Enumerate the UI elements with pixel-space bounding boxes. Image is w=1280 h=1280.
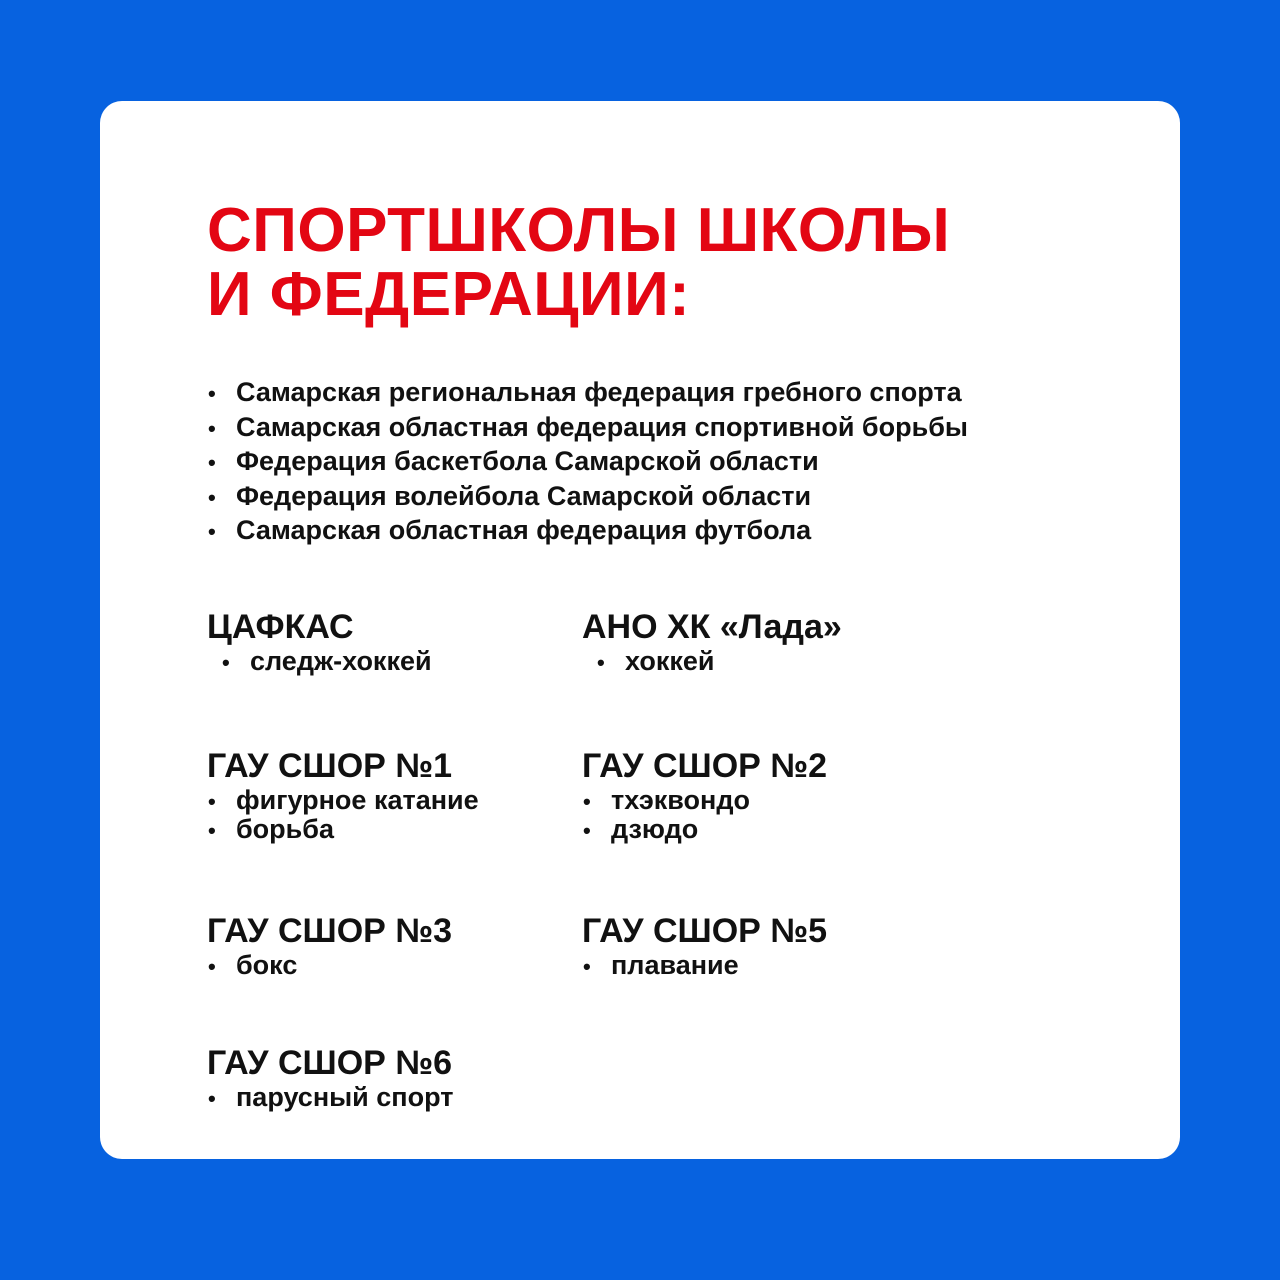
bullet-icon: • bbox=[583, 789, 591, 814]
school-block bbox=[207, 1043, 453, 1112]
school-block bbox=[207, 746, 479, 844]
sports-list bbox=[207, 786, 479, 844]
school-block bbox=[582, 607, 842, 676]
list-item bbox=[207, 1083, 453, 1112]
federation-label: Самарская областная федерация футбола bbox=[236, 515, 812, 545]
sports-list bbox=[207, 647, 432, 676]
title-line-2: И ФЕДЕРАЦИИ: bbox=[207, 260, 691, 329]
list-item bbox=[582, 951, 827, 980]
sport-label: хоккей bbox=[625, 646, 715, 676]
bullet-icon: • bbox=[208, 818, 216, 843]
page-title bbox=[207, 196, 951, 329]
bullet-icon: • bbox=[208, 519, 216, 544]
sport-label: дзюдо bbox=[611, 814, 699, 844]
federation-label: Федерация баскетбола Самарской области bbox=[236, 446, 819, 476]
federation-label: Самарская областная федерация спортивной борьбы bbox=[236, 411, 968, 442]
sport-label: тхэквондо bbox=[611, 785, 750, 815]
bullet-icon: • bbox=[208, 1086, 216, 1111]
school-name: ГАУ СШОР №2 bbox=[582, 747, 828, 785]
school-block bbox=[207, 911, 452, 980]
bullet-icon: • bbox=[208, 381, 216, 406]
sports-list bbox=[582, 647, 842, 676]
list-item bbox=[207, 410, 968, 445]
school-block bbox=[582, 746, 827, 844]
title-line-1: СПОРТШКОЛЫ ШКОЛЫ bbox=[207, 196, 951, 265]
school-name: ЦАФКАС bbox=[207, 608, 354, 646]
federation-label: Федерация волейбола Самарской области bbox=[236, 480, 812, 511]
bullet-icon: • bbox=[208, 954, 216, 979]
list-item bbox=[207, 513, 968, 548]
bullet-icon: • bbox=[583, 954, 591, 979]
bullet-icon: • bbox=[597, 650, 605, 675]
list-item bbox=[207, 479, 968, 514]
sports-list bbox=[582, 786, 827, 844]
sport-label: борьба bbox=[236, 814, 334, 844]
federations-list bbox=[207, 375, 968, 548]
bullet-icon: • bbox=[208, 789, 216, 814]
list-item bbox=[207, 647, 432, 676]
sport-label: плавание bbox=[611, 950, 739, 980]
school-block bbox=[582, 911, 827, 980]
school-name: ГАУ СШОР №6 bbox=[207, 1044, 453, 1082]
list-item bbox=[207, 815, 479, 844]
bullet-icon: • bbox=[208, 484, 216, 510]
school-name: ГАУ СШОР №5 bbox=[582, 912, 828, 950]
federation-label: Самарская региональная федерация гребного спорта bbox=[236, 377, 962, 407]
list-item bbox=[207, 951, 452, 980]
school-block bbox=[207, 607, 432, 676]
school-name: ГАУ СШОР №3 bbox=[207, 912, 453, 950]
sport-label: следж-хоккей bbox=[250, 646, 432, 676]
school-name: АНО ХК «Лада» bbox=[582, 608, 842, 646]
sports-list bbox=[582, 951, 827, 980]
sports-list bbox=[207, 1083, 453, 1112]
sport-label: бокс bbox=[236, 950, 298, 980]
list-item bbox=[582, 815, 827, 844]
list-item bbox=[582, 786, 827, 815]
bullet-icon: • bbox=[208, 450, 216, 475]
bullet-icon: • bbox=[208, 415, 216, 441]
school-name: ГАУ СШОР №1 bbox=[207, 747, 453, 785]
sport-label: фигурное катание bbox=[236, 785, 479, 815]
bullet-icon: • bbox=[583, 818, 591, 843]
list-item bbox=[207, 375, 968, 410]
list-item bbox=[207, 786, 479, 815]
bullet-icon: • bbox=[222, 650, 230, 675]
list-item bbox=[207, 444, 968, 479]
sports-list bbox=[207, 951, 452, 980]
content-card bbox=[100, 101, 1180, 1159]
list-item bbox=[582, 647, 842, 676]
sport-label: парусный спорт bbox=[236, 1082, 454, 1112]
